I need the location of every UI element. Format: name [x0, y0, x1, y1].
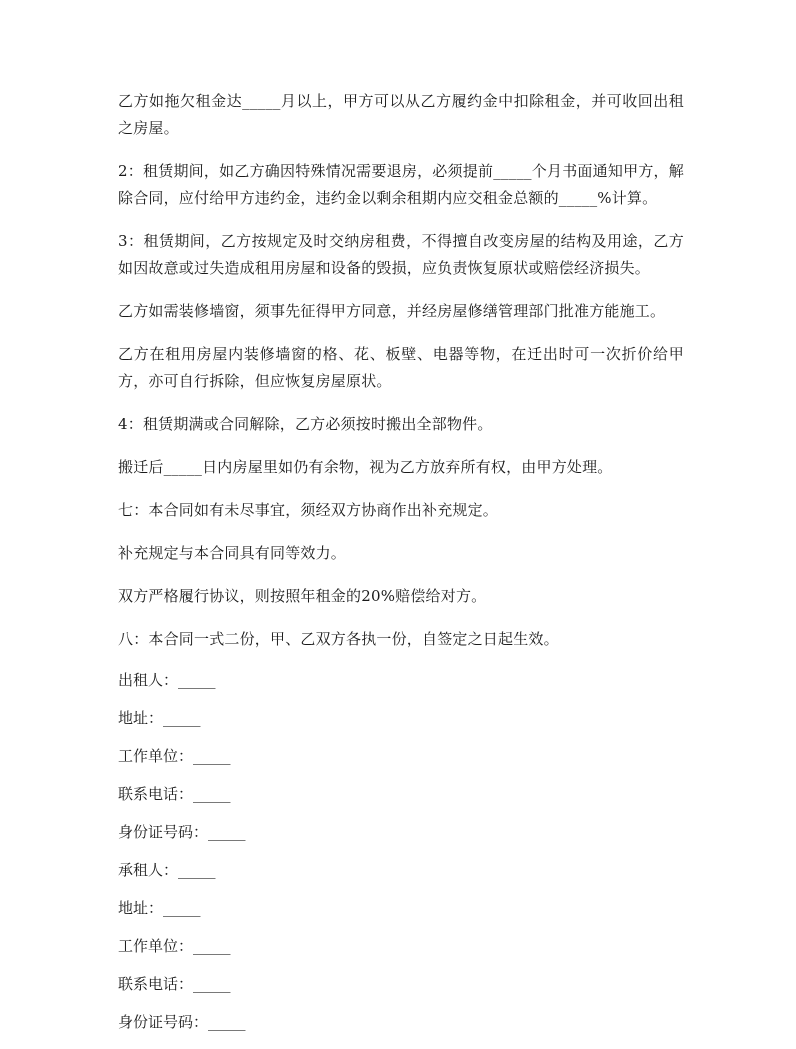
- field-lessee-employer: 工作单位：_____: [118, 937, 231, 955]
- field-lessor-id-number: 身份证号码：_____: [118, 823, 246, 841]
- field-lessor-employer: 工作单位：_____: [118, 747, 231, 765]
- paragraph-renovation-removal: 乙方在租用房屋内装修墙窗的格、花、板壁、电器等物，在迁出时可一次折价给甲方，亦可自行拆除，但应恢复房屋原状。: [118, 345, 684, 390]
- field-lessee-id-number: 身份证号码：_____: [118, 1013, 246, 1031]
- paragraph-arrears-clause: 乙方如拖欠租金达_____月以上，甲方可以从乙方履约金中扣除租金，并可收回出租之房屋。: [118, 92, 684, 137]
- paragraph-renovation-consent: 乙方如需装修墙窗，须事先征得甲方同意，并经房屋修缮管理部门批准方能施工。: [118, 302, 666, 320]
- paragraph-early-termination-clause: 2：租赁期间，如乙方确因特殊情况需要退房，必须提前_____个月书面通知甲方，解除合同，应付给甲方违约金，违约金以剩余租期内应交租金总额的_____%计算。: [118, 162, 684, 207]
- field-lessor-name: 出租人：_____: [118, 671, 216, 689]
- paragraph-copies-effective: 八：本合同一式二份，甲、乙双方各执一份，自签定之日起生效。: [118, 630, 559, 648]
- field-lessee-phone: 联系电话：_____: [118, 975, 231, 993]
- signature-fields: [118, 669, 684, 1049]
- paragraph-equal-validity: 补充规定与本合同具有同等效力。: [118, 544, 347, 562]
- paragraph-lease-expiry-clause: 4：租赁期满或合同解除，乙方必须按时搬出全部物件。: [118, 415, 493, 433]
- paragraph-leftover-items: 搬迁后_____日内房屋里如仍有余物，视为乙方放弃所有权，由甲方处理。: [118, 458, 613, 476]
- field-lessor-phone: 联系电话：_____: [118, 785, 231, 803]
- field-lessee-address: 地址：_____: [118, 899, 201, 917]
- paragraph-compensation: 双方严格履行协议，则按照年租金的20%赔偿给对方。: [118, 587, 487, 605]
- paragraph-supplementary-terms: 七：本合同如有未尽事宜，须经双方协商作出补充规定。: [118, 501, 499, 519]
- paragraph-rent-payment-clause: 3：租赁期间，乙方按规定及时交纳房租费，不得擅自改变房屋的结构及用途，乙方如因故意或过失造成租用房屋和设备的毁损，应负责恢复原状或赔偿经济损失。: [118, 232, 684, 277]
- field-lessor-address: 地址：_____: [118, 709, 201, 727]
- field-lessee-name: 承租人：_____: [118, 861, 216, 879]
- document-page: [118, 88, 684, 1049]
